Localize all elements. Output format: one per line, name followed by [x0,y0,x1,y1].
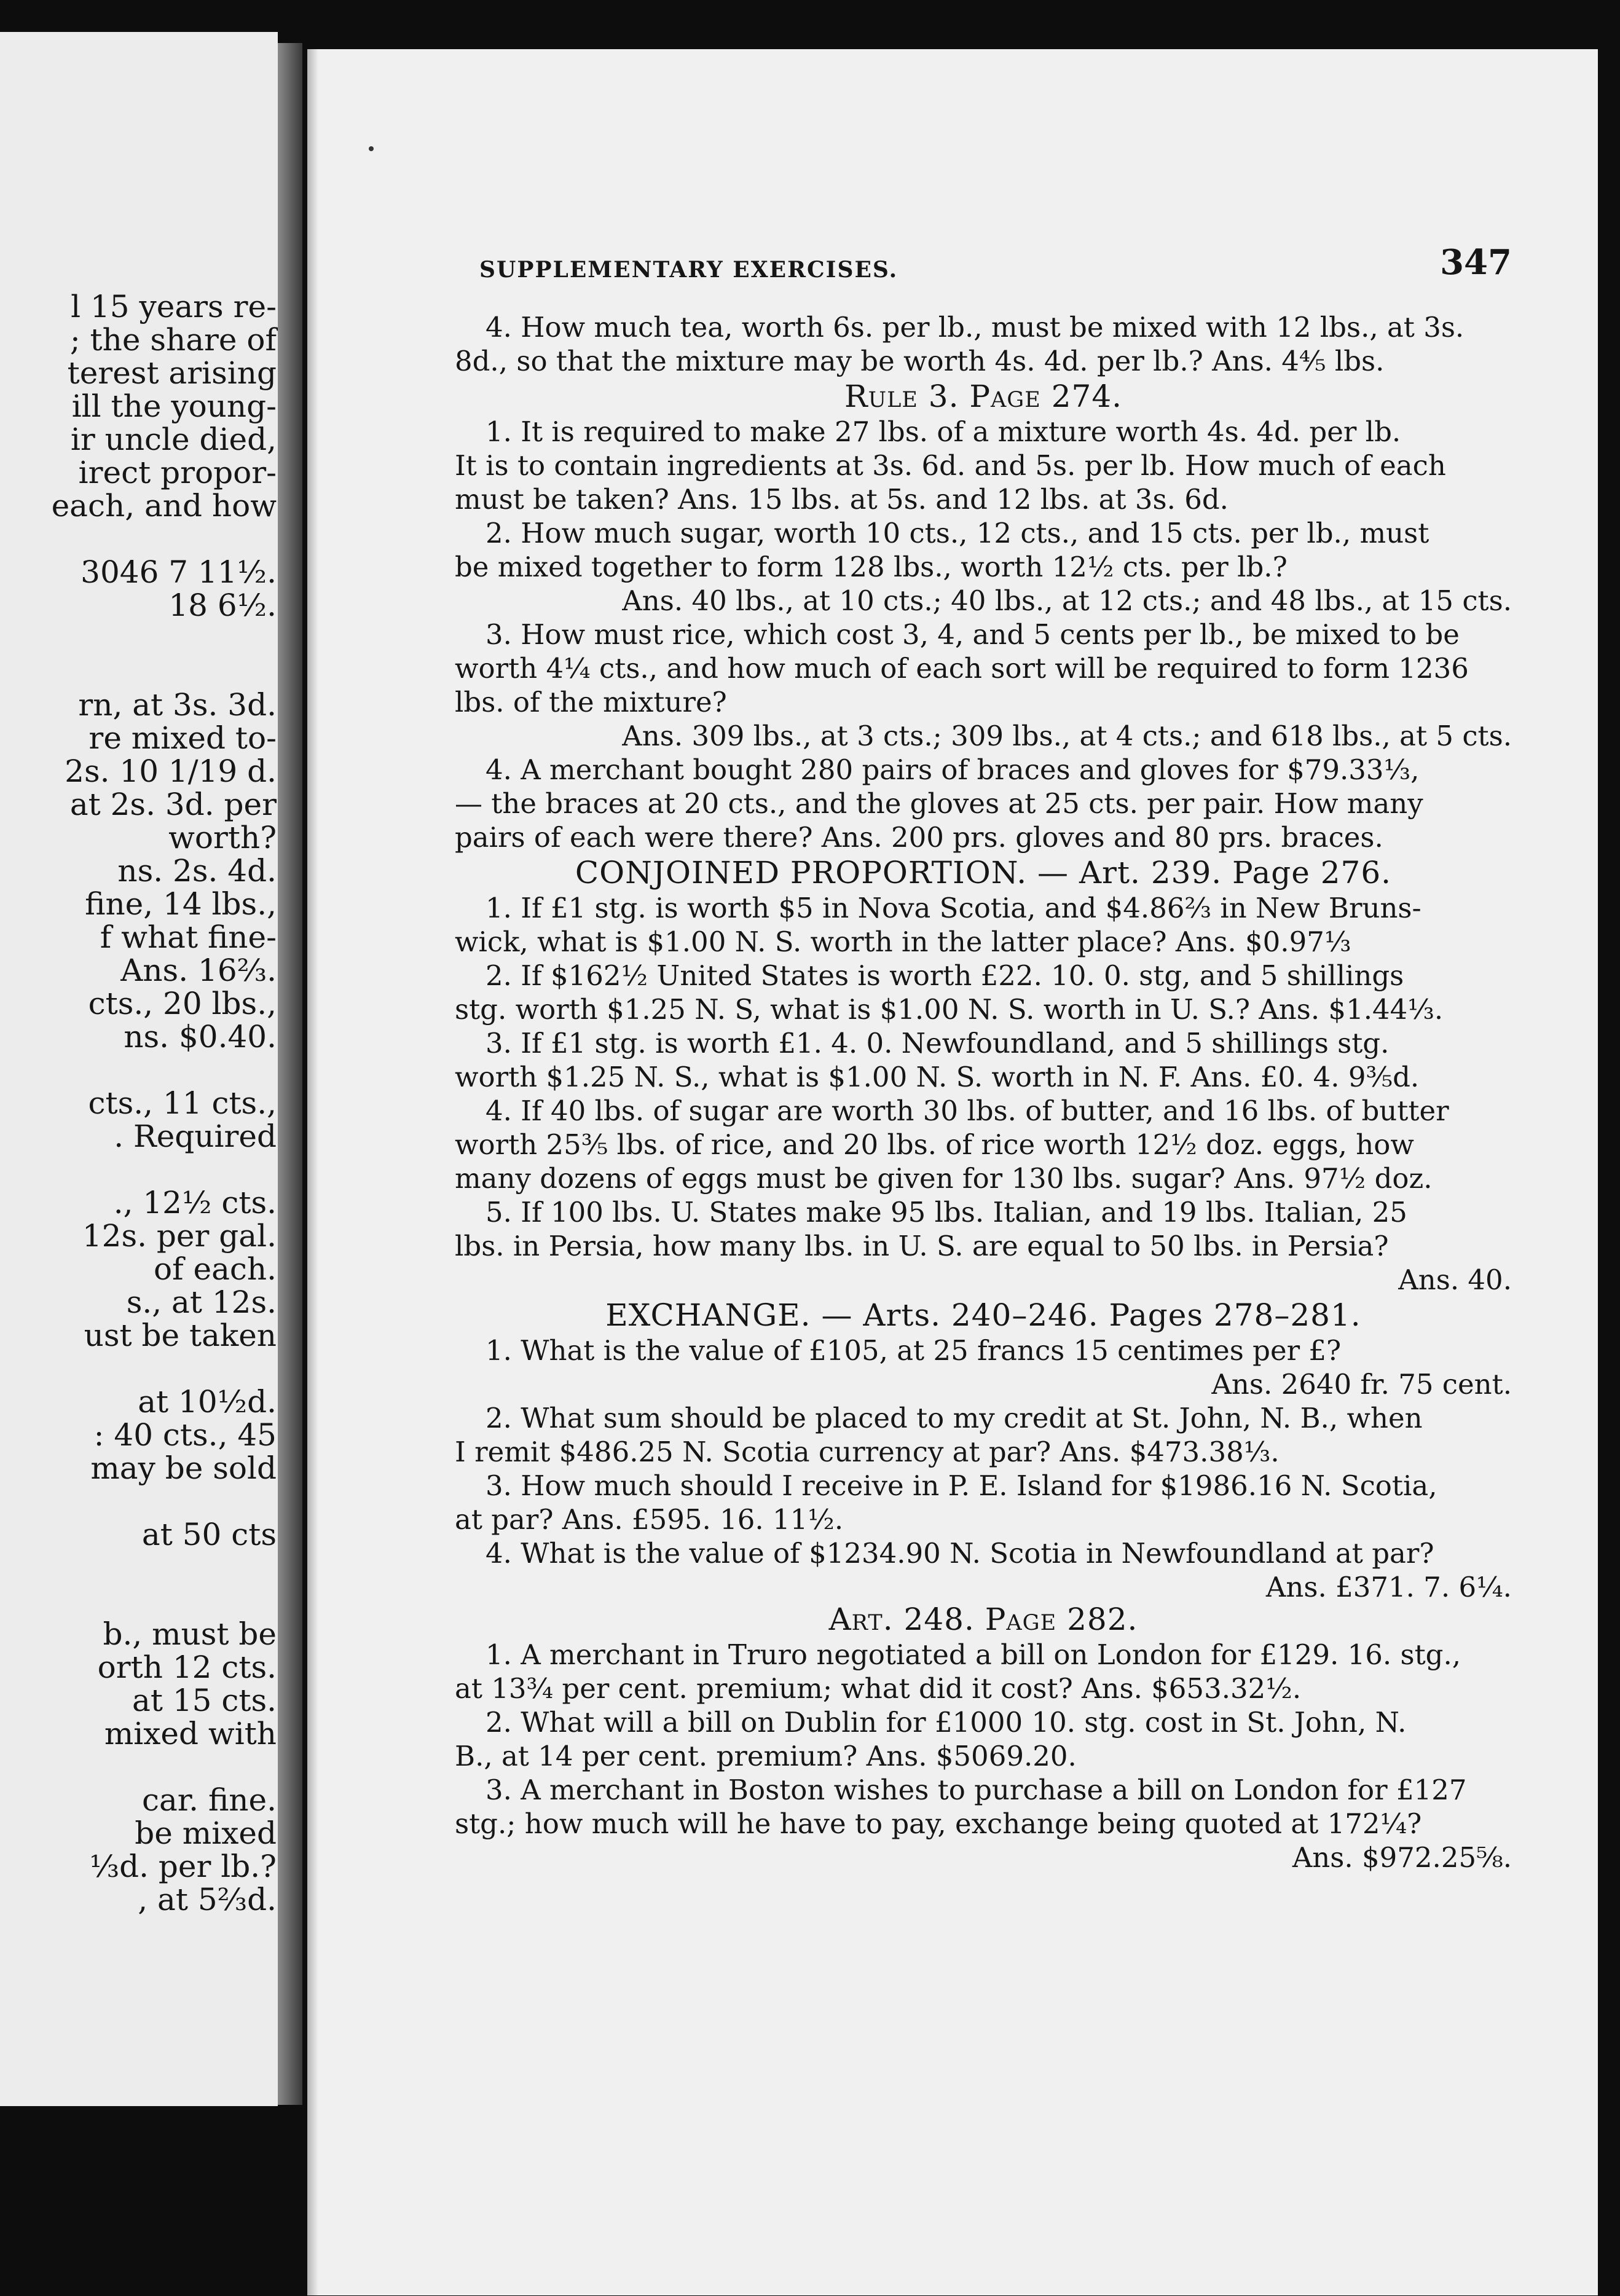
left-text-line: at 50 cts [141,1517,277,1552]
left-text-line: cts., 11 cts., [88,1085,277,1121]
left-text-line: : 40 cts., 45 [93,1417,277,1453]
text-line: at 13¾ per cent. premium; what did it cost? Ans. $653.32½. [455,1672,1302,1705]
left-text-line: each, and how [51,488,277,524]
answer-line: Ans. 40. [1398,1264,1512,1296]
left-text-line: Ans. 16⅔. [120,953,277,988]
text-line: 3. A merchant in Boston wishes to purchase a bill on London for £127 [486,1774,1467,1806]
left-text-line: 2s. 10 1/19 d. [65,753,277,789]
text-line: 1. If £1 stg. is worth $5 in Nova Scotia, and $4.86⅔ in New Bruns- [486,892,1421,924]
left-text-line: orth 12 cts. [97,1649,277,1685]
section-heading: CONJOINED PROPORTION. — Art. 239. Page 276. [575,855,1392,890]
left-text-line: ir uncle died, [70,422,277,457]
text-line: 1. It is required to make 27 lbs. of a mixture worth 4s. 4d. per lb. [486,415,1401,448]
section-heading: Rule 3. Page 274. [844,379,1123,414]
text-line: 3. If £1 stg. is worth £1. 4. 0. Newfoundland, and 5 shillings stg. [486,1027,1390,1060]
text-line: 5. If 100 lbs. U. States make 95 lbs. Italian, and 19 lbs. Italian, 25 [486,1196,1407,1229]
left-text-line: re mixed to- [88,720,277,756]
text-line: stg.; how much will he have to pay, exchange being quoted at 172¼? [455,1807,1422,1840]
answer-line: Ans. 309 lbs., at 3 cts.; 309 lbs., at 4 cts.; and 618 lbs., at 5 cts. [622,720,1512,752]
page-number: 347 [1440,242,1512,283]
text-line: 4. What is the value of $1234.90 N. Scotia in Newfoundland at par? [486,1537,1434,1570]
left-text-line: 12s. per gal. [82,1218,277,1254]
left-text-line: l 15 years re- [71,289,277,324]
left-text-line: terest arising [67,355,277,391]
exchange-section [455,1297,1512,1604]
text-line: 8d., so that the mixture may be worth 4s. 4d. per lb.? Ans. 4⅘ lbs. [455,345,1385,377]
left-text-line: car. fine. [141,1782,277,1818]
rule2-question-4 [455,310,1512,378]
left-text-line: at 10½d. [138,1384,277,1420]
text-line: pairs of each were there? Ans. 200 prs. gloves and 80 prs. braces. [455,821,1383,854]
left-text-line: ; the share of [69,322,277,358]
text-line: 4. A merchant bought 280 pairs of braces and gloves for $79.33⅓, [486,753,1420,786]
left-text-line: ust be taken [84,1318,277,1353]
answer-line: Ans. 2640 fr. 75 cent. [1211,1368,1512,1401]
left-text-line: mixed with [104,1716,277,1751]
left-text-line: may be sold [90,1450,277,1486]
answer-line: Ans. £371. 7. 6¼. [1265,1571,1512,1603]
running-head: SUPPLEMENTARY EXERCISES. [479,257,898,283]
left-text-line: ns. 2s. 4d. [117,853,277,889]
left-text-line: . Required [114,1119,277,1154]
left-text-line: cts., 20 lbs., [88,986,277,1021]
text-line: 4. If 40 lbs. of sugar are worth 30 lbs. of butter, and 16 lbs. of butter [486,1095,1449,1127]
text-line: lbs. of the mixture? [455,686,727,718]
text-line: 1. A merchant in Truro negotiated a bill on London for £129. 16. stg., [486,1638,1461,1671]
left-text-line: 3046 7 11½. [81,554,277,590]
left-text-line: s., at 12s. [126,1284,277,1320]
left-text-line: of each. [154,1251,277,1287]
text-line: many dozens of eggs must be given for 130 lbs. sugar? Ans. 97½ doz. [455,1162,1433,1195]
text-line: B., at 14 per cent. premium? Ans. $5069.20. [455,1740,1077,1772]
text-line: worth $1.25 N. S., what is $1.00 N. S. worth in N. F. Ans. £0. 4. 9⅗d. [455,1061,1420,1093]
text-line: must be taken? Ans. 15 lbs. at 5s. and 12 lbs. at 3s. 6d. [455,483,1229,516]
left-text-line: at 15 cts. [132,1683,277,1718]
page-speck [369,146,374,151]
text-line: be mixed together to form 128 lbs., worth 12½ cts. per lb.? [455,551,1288,583]
text-line: 1. What is the value of £105, at 25 francs 15 centimes per £? [486,1334,1342,1367]
text-line: stg. worth $1.25 N. S, what is $1.00 N. S. worth in U. S.? Ans. $1.44⅓. [455,993,1444,1026]
section-heading: EXCHANGE. — Arts. 240–246. Pages 278–281. [605,1297,1361,1333]
text-line: lbs. in Persia, how many lbs. in U. S. are equal to 50 lbs. in Persia? [455,1230,1389,1262]
text-line: 2. What will a bill on Dublin for £1000 10. stg. cost in St. John, N. [486,1706,1407,1739]
conjoined-proportion-section [455,854,1512,1297]
text-line: 2. How much sugar, worth 10 cts., 12 cts., and 15 cts. per lb., must [486,517,1429,549]
text-line: — the braces at 20 cts., and the gloves at 25 cts. per pair. How many [455,787,1423,820]
text-line: worth 25⅗ lbs. of rice, and 20 lbs. of rice worth 12½ doz. eggs, how [455,1128,1414,1161]
text-line: 2. What sum should be placed to my credit at St. John, N. B., when [486,1402,1423,1434]
left-text-line: ns. $0.40. [124,1019,277,1055]
left-text-line: fine, 14 lbs., [85,886,277,922]
text-line: at par? Ans. £595. 16. 11½. [455,1503,844,1536]
right-page [307,49,1598,2295]
answer-line: Ans. $972.25⅝. [1292,1841,1512,1874]
rule3-section [455,378,1512,854]
left-page [0,32,278,2106]
text-line: 4. How much tea, worth 6s. per lb., must be mixed with 12 lbs., at 3s. [486,311,1465,344]
text-line: It is to contain ingredients at 3s. 6d. and 5s. per lb. How much of each [455,449,1446,482]
left-text-line: f what fine- [100,919,277,955]
page-header [455,242,1512,289]
art248-section [455,1601,1512,1874]
left-text-line: ., 12½ cts. [113,1185,277,1221]
text-line: worth 4¼ cts., and how much of each sort will be required to form 1236 [455,652,1469,685]
section-heading: Art. 248. Page 282. [828,1602,1138,1637]
text-line: 3. How must rice, which cost 3, 4, and 5 cents per lb., be mixed to be [486,618,1460,651]
left-text-line: ⅓d. per lb.? [89,1849,277,1884]
answer-line: Ans. 40 lbs., at 10 cts.; 40 lbs., at 12 cts.; and 48 lbs., at 15 cts. [622,584,1512,617]
left-text-line: be mixed [135,1815,277,1851]
left-text-line: worth? [168,820,277,855]
left-text-line: ill the young- [71,388,277,424]
text-line: 2. If $162½ United States is worth £22. 10. 0. stg, and 5 shillings [486,959,1404,992]
text-line: wick, what is $1.00 N. S. worth in the latter place? Ans. $0.97⅓ [455,926,1351,958]
left-text-line: at 2s. 3d. per [69,787,277,822]
book-gutter [278,43,302,2105]
left-text-line: b., must be [103,1616,277,1652]
text-line: 3. How much should I receive in P. E. Island for $1986.16 N. Scotia, [486,1469,1437,1502]
text-line: I remit $486.25 N. Scotia currency at par? Ans. $473.38⅓. [455,1436,1280,1468]
left-text-line: 18 6½. [168,588,277,623]
left-text-line: rn, at 3s. 3d. [78,687,277,723]
left-text-line: irect propor- [78,455,277,490]
left-text-line: , at 5⅔d. [138,1882,277,1917]
